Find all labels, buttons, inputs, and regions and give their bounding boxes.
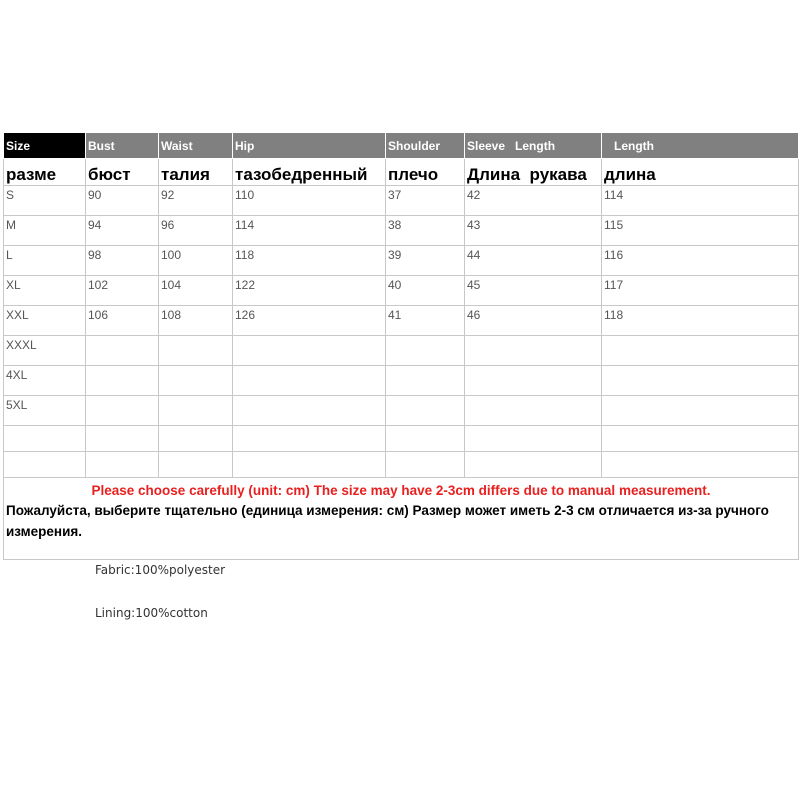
measurement-cell	[602, 452, 799, 478]
measurement-cell: 118	[233, 246, 386, 276]
table-row	[4, 426, 799, 452]
header-cell-size-ru: разме	[4, 159, 86, 186]
measurement-cell	[386, 426, 465, 452]
lining-composition: Lining:100%cotton	[95, 606, 208, 620]
size-label-cell: S	[4, 186, 86, 216]
measurement-cell	[233, 452, 386, 478]
measurement-cell: 115	[602, 216, 799, 246]
measurement-cell: 126	[233, 306, 386, 336]
measurement-cell: 106	[86, 306, 159, 336]
measurement-cell	[86, 336, 159, 366]
measurement-cell	[159, 452, 233, 478]
table-row	[4, 276, 799, 306]
measurement-cell: 44	[465, 246, 602, 276]
size-label-cell: XXXL	[4, 336, 86, 366]
measurement-cell: 114	[233, 216, 386, 246]
table-row	[4, 366, 799, 396]
measurement-cell	[159, 396, 233, 426]
measurement-cell	[86, 452, 159, 478]
measurement-cell	[233, 336, 386, 366]
measurement-cell: 110	[233, 186, 386, 216]
measurement-cell: 117	[602, 276, 799, 306]
measurement-cell: 104	[159, 276, 233, 306]
size-label-cell: XL	[4, 276, 86, 306]
measurement-cell	[386, 452, 465, 478]
measurement-cell: 42	[465, 186, 602, 216]
header-cell-hip: Hip	[233, 133, 386, 159]
header-cell-bust: Bust	[86, 133, 159, 159]
measurement-cell	[602, 396, 799, 426]
measurement-cell	[465, 396, 602, 426]
measurement-cell: 98	[86, 246, 159, 276]
size-label-cell: 5XL	[4, 396, 86, 426]
measurement-cell	[465, 452, 602, 478]
header-row-russian	[4, 159, 799, 186]
table-row	[4, 216, 799, 246]
table-row	[4, 336, 799, 366]
measurement-cell	[233, 366, 386, 396]
measurement-cell	[159, 366, 233, 396]
header-cell-shoulder: Shoulder	[386, 133, 465, 159]
measurement-cell: 92	[159, 186, 233, 216]
table-row	[4, 452, 799, 478]
table-row	[4, 246, 799, 276]
measurement-cell	[159, 336, 233, 366]
size-chart-table	[3, 132, 799, 560]
measurement-cell: 39	[386, 246, 465, 276]
measurement-cell: 94	[86, 216, 159, 246]
measurement-cell	[465, 336, 602, 366]
measurement-cell: 96	[159, 216, 233, 246]
size-label-cell	[4, 452, 86, 478]
size-label-cell: XXL	[4, 306, 86, 336]
measurement-cell	[86, 366, 159, 396]
measurement-cell	[86, 426, 159, 452]
table-row	[4, 186, 799, 216]
measurement-cell: 37	[386, 186, 465, 216]
size-label-cell: L	[4, 246, 86, 276]
measurement-cell	[386, 396, 465, 426]
measurement-cell: 38	[386, 216, 465, 246]
measurement-cell: 108	[159, 306, 233, 336]
measurement-cell: 41	[386, 306, 465, 336]
note-row	[4, 478, 799, 560]
measurement-cell: 45	[465, 276, 602, 306]
header-cell-hip-ru: тазобедренный	[233, 159, 386, 186]
note-cell	[4, 478, 799, 560]
measurement-cell: 116	[602, 246, 799, 276]
header-row-english	[4, 133, 799, 159]
header-cell-length: Length	[602, 133, 799, 159]
measurement-cell	[465, 426, 602, 452]
measurement-cell	[386, 366, 465, 396]
measurement-cell: 43	[465, 216, 602, 246]
measurement-cell: 46	[465, 306, 602, 336]
header-cell-waist: Waist	[159, 133, 233, 159]
measurement-cell	[233, 396, 386, 426]
header-cell-size: Size	[4, 133, 86, 159]
measurement-cell	[386, 336, 465, 366]
header-cell-length-ru: длина	[602, 159, 799, 186]
measurement-cell: 114	[602, 186, 799, 216]
measurement-cell	[233, 426, 386, 452]
measurement-cell	[159, 426, 233, 452]
measurement-cell	[602, 366, 799, 396]
header-cell-sleeve-length: Sleeve Length	[465, 133, 602, 159]
table-row	[4, 396, 799, 426]
measurement-cell: 100	[159, 246, 233, 276]
measurement-cell	[602, 426, 799, 452]
measurement-cell: 122	[233, 276, 386, 306]
header-cell-shoulder-ru: плечо	[386, 159, 465, 186]
measurement-cell: 90	[86, 186, 159, 216]
note-russian: Пожалуйста, выберите тщательно (единица измерения: см) Размер может иметь 2-3 см отличается из-за ручного измерения.	[6, 503, 769, 539]
header-cell-bust-ru: бюст	[86, 159, 159, 186]
table-row	[4, 306, 799, 336]
measurement-cell	[86, 396, 159, 426]
header-cell-waist-ru: талия	[159, 159, 233, 186]
measurement-cell	[465, 366, 602, 396]
size-label-cell: M	[4, 216, 86, 246]
size-label-cell	[4, 426, 86, 452]
header-cell-sleeve-length-ru: Длина рукава	[465, 159, 602, 186]
measurement-cell: 40	[386, 276, 465, 306]
fabric-composition: Fabric:100%polyester	[95, 563, 226, 577]
size-label-cell: 4XL	[4, 366, 86, 396]
measurement-cell: 118	[602, 306, 799, 336]
measurement-cell	[602, 336, 799, 366]
note-english: Please choose carefully (unit: cm) The size may have 2-3cm differs due to manual measurement.	[91, 483, 711, 498]
measurement-cell: 102	[86, 276, 159, 306]
